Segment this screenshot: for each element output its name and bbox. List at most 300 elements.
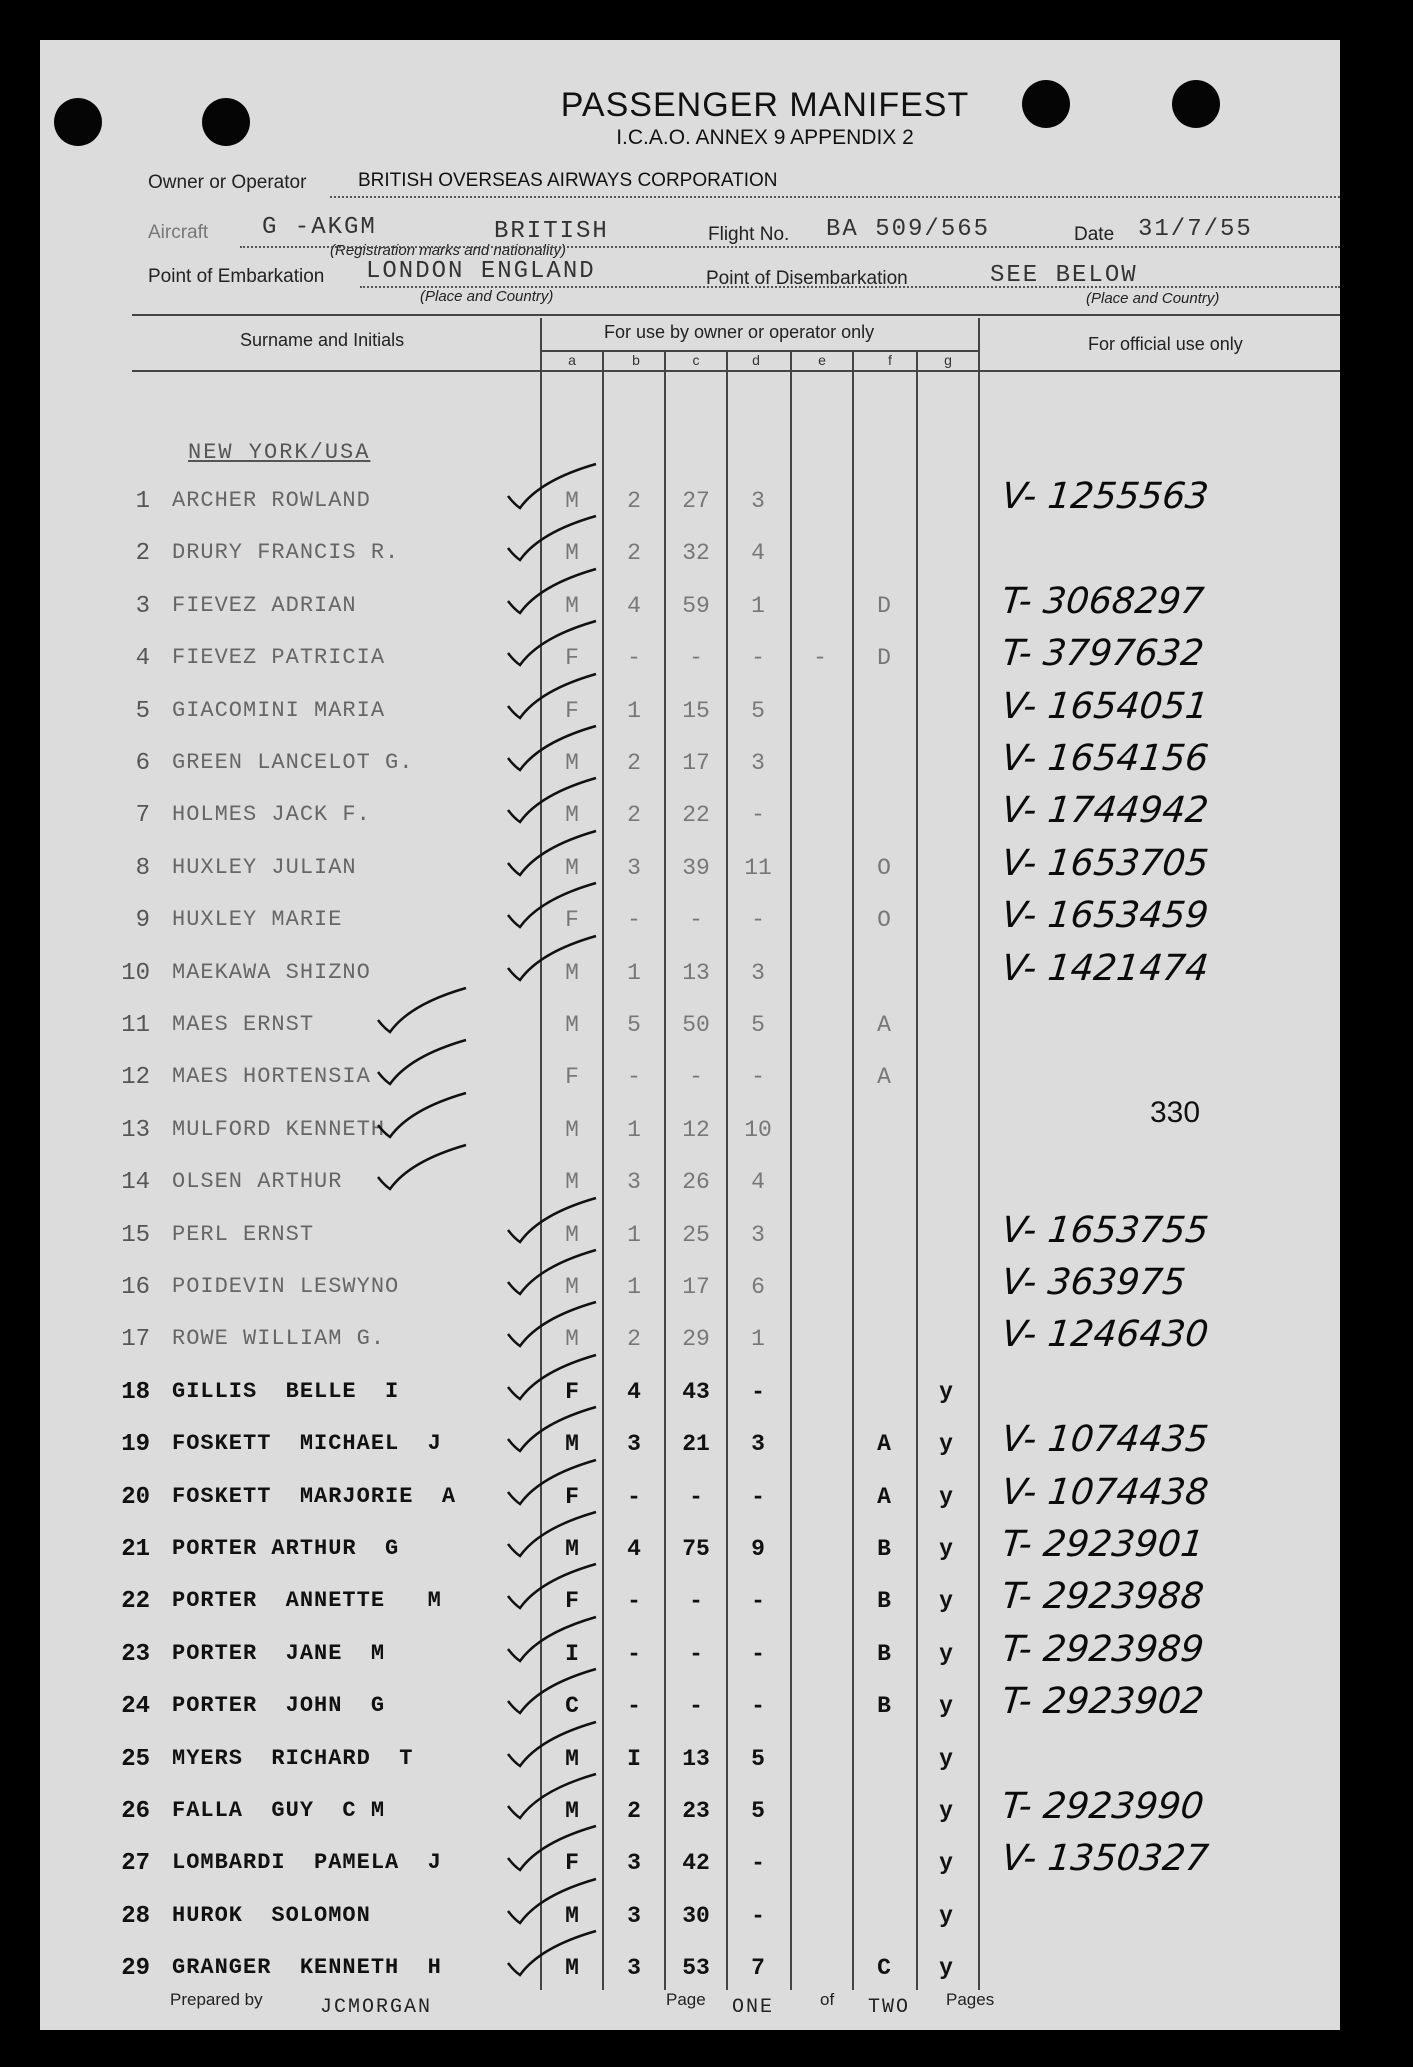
cell-c: 12 — [682, 1117, 710, 1143]
row-number: 14 — [121, 1169, 150, 1196]
table-row — [0, 1576, 1300, 1628]
cell-b: - — [627, 1064, 641, 1090]
table-row — [0, 1629, 1300, 1681]
cell-d: 3 — [751, 488, 765, 514]
owner-value: BRITISH OVERSEAS AIRWAYS CORPORATION — [358, 170, 778, 191]
row-number: 23 — [121, 1641, 150, 1668]
cell-b: 2 — [627, 750, 641, 776]
cell-f: B — [877, 1536, 891, 1562]
cell-d: - — [751, 1903, 765, 1929]
row-number: 28 — [121, 1903, 150, 1930]
cell-b: I — [627, 1746, 641, 1772]
flight-value: BA 509/565 — [826, 216, 991, 243]
cell-g: y — [939, 1588, 953, 1614]
cell-c: 53 — [682, 1955, 710, 1981]
cell-d: 1 — [751, 1326, 765, 1352]
cell-d: 5 — [751, 698, 765, 724]
table-row — [0, 1210, 1300, 1262]
cell-b: 1 — [627, 1222, 641, 1248]
cell-c: 26 — [682, 1169, 710, 1195]
page-subtitle: I.C.A.O. ANNEX 9 APPENDIX 2 — [616, 126, 914, 149]
cell-b: 3 — [627, 855, 641, 881]
cell-e: - — [813, 645, 827, 671]
cell-f: B — [877, 1641, 891, 1667]
cell-a: M — [565, 1431, 579, 1457]
row-number: 7 — [135, 802, 150, 829]
cell-d: - — [751, 802, 765, 828]
row-number: 21 — [121, 1536, 150, 1563]
cell-c: 42 — [682, 1850, 710, 1876]
passenger-name: HOLMES JACK F. — [172, 802, 371, 827]
prepared-value: JCMORGAN — [320, 1996, 433, 2019]
cell-f: D — [877, 645, 891, 671]
row-number: 12 — [121, 1064, 150, 1091]
cell-b: - — [627, 1693, 641, 1719]
cell-d: 9 — [751, 1536, 765, 1562]
check-mark-icon — [500, 1244, 610, 1304]
passenger-name: MAES ERNST — [172, 1012, 315, 1037]
cell-a: M — [565, 1903, 579, 1929]
col-owner-header: For use by owner or operator only — [604, 322, 875, 342]
cell-b: 2 — [627, 802, 641, 828]
page-value: ONE — [732, 1996, 775, 2019]
row-number: 1 — [135, 488, 150, 515]
check-mark-icon — [500, 1925, 610, 1985]
cell-d: - — [751, 1064, 765, 1090]
row-number: 27 — [121, 1850, 150, 1877]
cell-d: 4 — [751, 540, 765, 566]
cell-a: M — [565, 960, 579, 986]
disembark-label: Point of Disembarkation — [706, 268, 908, 289]
cell-a: M — [565, 1955, 579, 1981]
table-row — [0, 1524, 1300, 1576]
cell-b: 2 — [627, 540, 641, 566]
cell-a: M — [565, 1274, 579, 1300]
table-row — [0, 1064, 1300, 1104]
check-mark-icon — [500, 1663, 610, 1723]
passenger-name: ARCHER ROWLAND — [172, 488, 371, 513]
cell-b: 3 — [627, 1903, 641, 1929]
row-number: 2 — [135, 540, 150, 567]
cell-g: y — [939, 1746, 953, 1772]
table-row — [0, 843, 1300, 895]
official-number: V- 1654156 — [999, 738, 1211, 779]
cell-d: 3 — [751, 1431, 765, 1457]
check-mark-icon — [500, 668, 610, 728]
official-number: V- 1654051 — [999, 686, 1211, 727]
cell-c: 39 — [682, 855, 710, 881]
official-number: V- 363975 — [999, 1262, 1188, 1303]
row-number: 13 — [121, 1117, 150, 1144]
cell-f: D — [877, 593, 891, 619]
cell-b: - — [627, 645, 641, 671]
aircraft-label: Aircraft — [148, 222, 209, 243]
cell-c: 32 — [682, 540, 710, 566]
cell-f: A — [877, 1431, 891, 1457]
cell-b: 1 — [627, 960, 641, 986]
official-number: T- 2923988 — [999, 1576, 1206, 1617]
cell-f: O — [877, 907, 891, 933]
table-row — [0, 1379, 1300, 1419]
cell-d: 5 — [751, 1746, 765, 1772]
cell-c: 23 — [682, 1798, 710, 1824]
cell-a: M — [565, 1326, 579, 1352]
table-row — [0, 1903, 1300, 1943]
table-row — [0, 1955, 1300, 1995]
row-number: 10 — [121, 960, 150, 987]
cell-d: 11 — [744, 855, 772, 881]
check-mark-icon — [500, 720, 610, 780]
row-number: 11 — [121, 1012, 150, 1039]
cell-g: y — [939, 1798, 953, 1824]
disembark-note: (Place and Country) — [1086, 290, 1220, 307]
cell-a: C — [565, 1693, 579, 1719]
cell-d: 3 — [751, 750, 765, 776]
check-mark-icon — [370, 1139, 480, 1199]
cell-c: 50 — [682, 1012, 710, 1038]
table-row — [0, 476, 1300, 528]
cell-b: 1 — [627, 1117, 641, 1143]
official-number: V- 1653705 — [999, 843, 1211, 884]
check-mark-icon — [500, 1401, 610, 1461]
passenger-name: PORTER JOHN G — [172, 1693, 386, 1718]
cell-f: O — [877, 855, 891, 881]
cell-c: 30 — [682, 1903, 710, 1929]
cell-d: 10 — [744, 1117, 772, 1143]
cell-a: F — [565, 1484, 579, 1510]
of-value: TWO — [868, 1996, 911, 2019]
cell-a: F — [565, 1379, 579, 1405]
official-number: T- 2923901 — [999, 1524, 1206, 1565]
cell-c: 43 — [682, 1379, 710, 1405]
disembark-value: SEE BELOW — [990, 262, 1138, 289]
col-c: c — [692, 352, 700, 368]
cell-f: A — [877, 1484, 891, 1510]
check-mark-icon — [500, 563, 610, 623]
official-number: V- 1744942 — [999, 790, 1211, 831]
cell-c: 22 — [682, 802, 710, 828]
cell-d: - — [751, 1850, 765, 1876]
col-name-header: Surname and Initials — [240, 330, 405, 350]
passenger-name: MAES HORTENSIA — [172, 1064, 371, 1089]
official-number: V- 1074438 — [999, 1472, 1211, 1513]
check-mark-icon — [500, 1873, 610, 1933]
table-row — [0, 895, 1300, 947]
official-number: T- 2923902 — [999, 1681, 1206, 1722]
section-heading: NEW YORK/USA — [188, 440, 371, 465]
cell-a: I — [565, 1641, 579, 1667]
passenger-name: POIDEVIN LESWYNO — [172, 1274, 400, 1299]
passenger-name: FIEVEZ ADRIAN — [172, 593, 357, 618]
cell-b: 4 — [627, 593, 641, 619]
cell-c: - — [689, 907, 703, 933]
row-number: 22 — [121, 1588, 150, 1615]
cell-b: 1 — [627, 698, 641, 724]
cell-a: F — [565, 698, 579, 724]
official-number: V- 1350327 — [999, 1838, 1211, 1879]
cell-a: M — [565, 1169, 579, 1195]
row-number: 20 — [121, 1484, 150, 1511]
cell-d: - — [751, 1693, 765, 1719]
passenger-name: LOMBARDI PAMELA J — [172, 1850, 442, 1875]
page-label: Page — [666, 1990, 706, 2009]
check-mark-icon — [500, 930, 610, 990]
official-number: V- 1255563 — [999, 476, 1211, 517]
official-number: V- 1074435 — [999, 1419, 1211, 1460]
cell-b: 3 — [627, 1431, 641, 1457]
cell-a: M — [565, 855, 579, 881]
check-mark-icon — [500, 1768, 610, 1828]
punch-hole — [54, 98, 102, 146]
cell-g: y — [939, 1431, 953, 1457]
cell-d: - — [751, 1484, 765, 1510]
official-number: T- 3068297 — [999, 581, 1206, 622]
cell-a: M — [565, 802, 579, 828]
row-number: 19 — [121, 1431, 150, 1458]
flight-label: Flight No. — [708, 224, 790, 245]
table-row — [0, 1681, 1300, 1733]
prepared-label: Prepared by — [170, 1990, 263, 2009]
row-number: 4 — [135, 645, 150, 672]
cell-f: A — [877, 1064, 891, 1090]
passenger-name: HUXLEY JULIAN — [172, 855, 357, 880]
passenger-name: MAEKAWA SHIZNO — [172, 960, 371, 985]
table-row — [0, 1838, 1300, 1890]
check-mark-icon — [370, 982, 480, 1042]
passenger-name: FOSKETT MARJORIE A — [172, 1484, 457, 1509]
pages-label: Pages — [946, 1990, 995, 2009]
table-row — [0, 1419, 1300, 1471]
cell-a: M — [565, 540, 579, 566]
passenger-name: GREEN LANCELOT G. — [172, 750, 414, 775]
page-title: PASSENGER MANIFEST — [560, 86, 970, 124]
check-mark-icon — [370, 1034, 480, 1094]
cell-b: - — [627, 1588, 641, 1614]
passenger-name: PORTER ANNETTE M — [172, 1588, 442, 1613]
cell-a: M — [565, 1798, 579, 1824]
passenger-name: GRANGER KENNETH H — [172, 1955, 442, 1980]
check-mark-icon — [500, 1558, 610, 1618]
row-number: 26 — [121, 1798, 150, 1825]
passenger-name: OLSEN ARTHUR — [172, 1169, 343, 1194]
cell-g: y — [939, 1955, 953, 1981]
passenger-name: HUROK SOLOMON — [172, 1903, 371, 1928]
passenger-name: GIACOMINI MARIA — [172, 698, 386, 723]
col-f: f — [888, 352, 892, 368]
row-number: 16 — [121, 1274, 150, 1301]
cell-f: B — [877, 1588, 891, 1614]
table-row — [0, 1117, 1300, 1157]
cell-d: 5 — [751, 1798, 765, 1824]
cell-b: 3 — [627, 1955, 641, 1981]
table-row — [0, 540, 1300, 580]
cell-a: F — [565, 1850, 579, 1876]
cell-c: - — [689, 1484, 703, 1510]
check-mark-icon — [500, 1296, 610, 1356]
cell-a: M — [565, 1536, 579, 1562]
margin-note: 330 — [1150, 1096, 1201, 1129]
passenger-name: MULFORD KENNETH — [172, 1117, 386, 1142]
check-mark-icon — [500, 1506, 610, 1566]
of-label: of — [820, 1990, 835, 2009]
row-number: 8 — [135, 855, 150, 882]
row-number: 17 — [121, 1326, 150, 1353]
passenger-name: PERL ERNST — [172, 1222, 315, 1247]
check-mark-icon — [500, 1820, 610, 1880]
table-row — [0, 948, 1300, 1000]
check-mark-icon — [500, 510, 610, 570]
cell-c: 15 — [682, 698, 710, 724]
cell-g: y — [939, 1903, 953, 1929]
col-b: b — [632, 352, 640, 368]
embark-note: (Place and Country) — [420, 288, 554, 305]
cell-g: y — [939, 1484, 953, 1510]
cell-a: M — [565, 1012, 579, 1038]
row-number: 6 — [135, 750, 150, 777]
cell-f: B — [877, 1693, 891, 1719]
aircraft-nationality: BRITISH — [494, 218, 609, 245]
cell-b: 3 — [627, 1850, 641, 1876]
check-mark-icon — [500, 1454, 610, 1514]
embark-label: Point of Embarkation — [148, 266, 325, 287]
table-row — [0, 1169, 1300, 1209]
col-e: e — [818, 352, 826, 368]
cell-c: - — [689, 1064, 703, 1090]
cell-c: - — [689, 645, 703, 671]
check-mark-icon — [500, 877, 610, 937]
aircraft-value: G -AKGM — [262, 214, 377, 241]
cell-d: 5 — [751, 1012, 765, 1038]
passenger-name: FOSKETT MICHAEL J — [172, 1431, 442, 1456]
table-row — [0, 1012, 1300, 1052]
cell-a: F — [565, 907, 579, 933]
col-d: d — [752, 352, 760, 368]
punch-hole — [1022, 80, 1070, 128]
table-row — [0, 790, 1300, 842]
cell-a: M — [565, 1117, 579, 1143]
cell-c: - — [689, 1641, 703, 1667]
passenger-name: MYERS RICHARD T — [172, 1746, 414, 1771]
check-mark-icon — [370, 1087, 480, 1147]
cell-b: 4 — [627, 1536, 641, 1562]
registration-note: (Registration marks and nationality) — [330, 242, 566, 259]
cell-g: y — [939, 1693, 953, 1719]
cell-d: 4 — [751, 1169, 765, 1195]
row-number: 9 — [135, 907, 150, 934]
cell-a: M — [565, 488, 579, 514]
table-row — [0, 581, 1300, 633]
cell-c: - — [689, 1693, 703, 1719]
passenger-name: FALLA GUY C M — [172, 1798, 386, 1823]
cell-g: y — [939, 1536, 953, 1562]
row-number: 25 — [121, 1746, 150, 1773]
passenger-name: ROWE WILLIAM G. — [172, 1326, 386, 1351]
check-mark-icon — [500, 458, 610, 518]
cell-d: - — [751, 1588, 765, 1614]
official-number: V- 1246430 — [999, 1314, 1211, 1355]
cell-f: C — [877, 1955, 891, 1981]
row-number: 18 — [121, 1379, 150, 1406]
cell-b: - — [627, 907, 641, 933]
official-number: V- 1653459 — [999, 895, 1211, 936]
cell-d: 6 — [751, 1274, 765, 1300]
cell-b: - — [627, 1641, 641, 1667]
table-row — [0, 686, 1300, 738]
check-mark-icon — [500, 825, 610, 885]
cell-a: M — [565, 593, 579, 619]
cell-c: 17 — [682, 1274, 710, 1300]
table-row — [0, 1314, 1300, 1366]
row-number: 5 — [135, 698, 150, 725]
cell-a: M — [565, 1746, 579, 1772]
col-official-header: For official use only — [1088, 334, 1243, 354]
cell-b: 5 — [627, 1012, 641, 1038]
row-number: 15 — [121, 1222, 150, 1249]
cell-c: 29 — [682, 1326, 710, 1352]
check-mark-icon — [500, 1716, 610, 1776]
cell-c: 13 — [682, 1746, 710, 1772]
cell-b: 2 — [627, 1798, 641, 1824]
cell-d: - — [751, 645, 765, 671]
cell-b: 2 — [627, 1326, 641, 1352]
cell-d: - — [751, 907, 765, 933]
passenger-name: PORTER ARTHUR G — [172, 1536, 400, 1561]
row-number: 3 — [135, 593, 150, 620]
passenger-name: DRURY FRANCIS R. — [172, 540, 400, 565]
cell-b: 4 — [627, 1379, 641, 1405]
official-number: T- 2923990 — [999, 1786, 1206, 1827]
check-mark-icon — [500, 1611, 610, 1671]
cell-a: F — [565, 1064, 579, 1090]
cell-d: 3 — [751, 1222, 765, 1248]
official-number: T- 3797632 — [999, 633, 1206, 674]
table-row — [0, 1786, 1300, 1838]
row-number: 29 — [121, 1955, 150, 1982]
cell-c: 25 — [682, 1222, 710, 1248]
cell-c: 13 — [682, 960, 710, 986]
cell-c: 59 — [682, 593, 710, 619]
cell-g: y — [939, 1641, 953, 1667]
cell-c: 75 — [682, 1536, 710, 1562]
check-mark-icon — [500, 1349, 610, 1409]
cell-a: F — [565, 645, 579, 671]
cell-a: M — [565, 750, 579, 776]
cell-c: 27 — [682, 488, 710, 514]
cell-b: 3 — [627, 1169, 641, 1195]
cell-g: y — [939, 1379, 953, 1405]
date-label: Date — [1074, 224, 1115, 245]
official-number: V- 1653755 — [999, 1210, 1211, 1251]
cell-d: - — [751, 1641, 765, 1667]
cell-g: y — [939, 1850, 953, 1876]
cell-b: 2 — [627, 488, 641, 514]
cell-b: - — [627, 1484, 641, 1510]
check-mark-icon — [500, 615, 610, 675]
cell-c: 21 — [682, 1431, 710, 1457]
punch-hole — [1172, 80, 1220, 128]
punch-hole — [202, 98, 250, 146]
table-row — [0, 1262, 1300, 1314]
official-number: T- 2923989 — [999, 1629, 1206, 1670]
cell-d: 1 — [751, 593, 765, 619]
cell-d: - — [751, 1379, 765, 1405]
col-g: g — [944, 352, 952, 368]
check-mark-icon — [500, 1192, 610, 1252]
row-number: 24 — [121, 1693, 150, 1720]
cell-a: F — [565, 1588, 579, 1614]
owner-label: Owner or Operator — [148, 172, 307, 193]
cell-d: 7 — [751, 1955, 765, 1981]
